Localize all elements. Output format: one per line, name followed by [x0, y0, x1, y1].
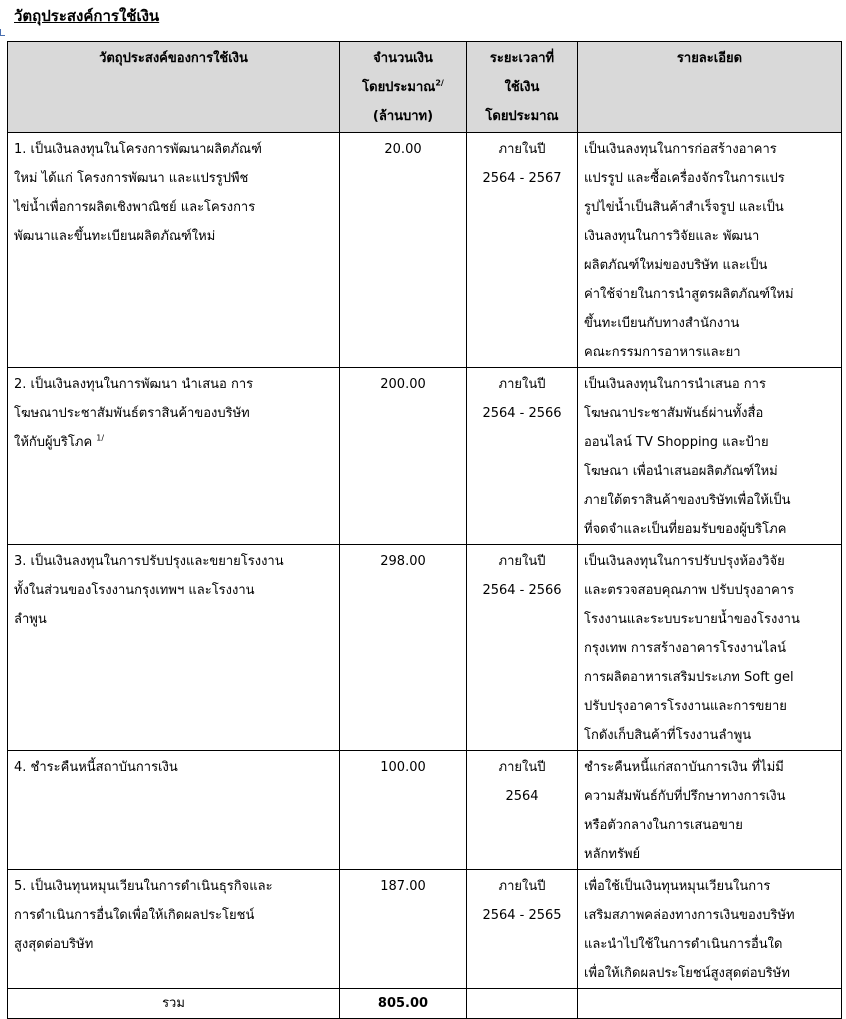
- header-period: ระยะเวลาที่ ใช้เงิน โดยประมาณ: [467, 42, 578, 133]
- amount-cell: 200.00: [340, 368, 467, 545]
- table-row: [8, 870, 842, 989]
- detail-line: แปรรูป และซื้อเครื่องจักรในการแปร: [584, 171, 785, 186]
- objective-cell: [8, 870, 340, 989]
- objective-line: ใหม่ ได้แก่ โครงการพัฒนา และแปรรูปพืช: [14, 171, 249, 186]
- detail-line: กรุงเทพ การสร้างอาคารโรงงานไลน์: [584, 641, 786, 656]
- detail-line: หลักทรัพย์: [584, 847, 641, 862]
- objective-line: 2. เป็นเงินลงทุนในการพัฒนา นำเสนอ การ: [14, 377, 254, 392]
- period-line: 2564 - 2566: [482, 583, 562, 598]
- objective-line: พัฒนาและขึ้นทะเบียนผลิตภัณฑ์ใหม่: [14, 229, 216, 244]
- period-cell: [467, 133, 578, 368]
- detail-line: โฆษณา เพื่อนำเสนอผลิตภัณฑ์ใหม่: [584, 464, 778, 479]
- detail-line: เงินลงทุนในการวิจัยและ พัฒนา: [584, 229, 760, 244]
- objective-cell: [8, 133, 340, 368]
- detail-line: ขึ้นทะเบียนกับทางสำนักงาน: [584, 316, 740, 331]
- period-line: ภายในปี: [498, 142, 546, 157]
- objective-line: การดำเนินการอื่นใดเพื่อให้เกิดผลประโยชน์: [14, 908, 255, 923]
- detail-line: เป็นเงินลงทุนในการปรับปรุงห้องวิจัย: [584, 554, 785, 569]
- detail-line: เป็นเงินลงทุนในการก่อสร้างอาคาร: [584, 142, 777, 157]
- objective-line: ไข่น้ำเพื่อการผลิตเชิงพาณิชย์ และโครงการ: [14, 200, 256, 215]
- detail-line: และนำไปใช้ในการดำเนินการอื่นใด: [584, 937, 783, 952]
- detail-line: ค่าใช้จ่ายในการนำสูตรผลิตภัณฑ์ใหม่: [584, 287, 794, 302]
- table-row: [8, 751, 842, 870]
- header-amount: จำนวนเงิน โดยประมาณ$^{2/}$ (ล้านบาท): [340, 42, 467, 133]
- detail-line: ปรับปรุงอาคารโรงงานและการขยาย: [584, 699, 787, 714]
- detail-line: หรือตัวกลางในการเสนอขาย: [584, 818, 743, 833]
- total-detail-empty: [578, 989, 842, 1019]
- margin-mark: [0, 29, 5, 36]
- detail-cell: [578, 545, 842, 751]
- total-period-empty: [467, 989, 578, 1019]
- detail-line: เพื่อให้เกิดผลประโยชน์สูงสุดต่อบริษัท: [584, 966, 790, 981]
- detail-line: เพื่อใช้เป็นเงินทุนหมุนเวียนในการ: [584, 879, 771, 894]
- period-line: 2564 - 2565: [482, 908, 562, 923]
- detail-cell: [578, 870, 842, 989]
- period-cell: [467, 751, 578, 870]
- detail-line: โกดังเก็บสินค้าที่โรงงานลำพูน: [584, 728, 752, 743]
- objective-cell: [8, 545, 340, 751]
- period-cell: [467, 545, 578, 751]
- fund-use-table: [7, 41, 842, 1019]
- amount-cell: 298.00: [340, 545, 467, 751]
- objective-line: 3. เป็นเงินลงทุนในการปรับปรุงและขยายโรงงาน: [14, 554, 284, 569]
- detail-cell: [578, 133, 842, 368]
- objective-line: โฆษณาประชาสัมพันธ์ตราสินค้าของบริษัท: [14, 406, 250, 421]
- objective-cell: [8, 751, 340, 870]
- detail-cell: [578, 751, 842, 870]
- table-row: [8, 545, 842, 751]
- detail-line: รูปไข่น้ำเป็นสินค้าสำเร็จรูป และเป็น: [584, 200, 784, 215]
- objective-line: 5. เป็นเงินทุนหมุนเวียนในการดำเนินธุรกิจและ: [14, 879, 273, 894]
- document-title: วัตถุประสงค์การใช้เงิน: [14, 7, 160, 25]
- detail-line: เสริมสภาพคล่องทางการเงินของบริษัท: [584, 908, 795, 923]
- objective-line: ทั้งในส่วนของโรงงานกรุงเทพฯ และโรงงาน: [14, 583, 255, 598]
- period-line: ภายในปี: [498, 760, 546, 775]
- detail-cell: [578, 368, 842, 545]
- period-cell: [467, 368, 578, 545]
- table-header-row: [8, 42, 842, 133]
- objective-line: ลำพูน: [14, 612, 47, 627]
- footnote-marker: 1/: [96, 433, 105, 443]
- objective-cell: [8, 368, 340, 545]
- total-label: รวม: [8, 989, 340, 1019]
- objective-line: 4. ชำระคืนหนี้สถาบันการเงิน: [14, 760, 178, 775]
- period-line: 2564: [505, 789, 539, 804]
- amount-cell: 20.00: [340, 133, 467, 368]
- objective-line: ให้กับผู้บริโภค $^{1/}$: [14, 433, 105, 450]
- objective-line: สูงสุดต่อบริษัท: [14, 937, 94, 952]
- total-row: [8, 989, 842, 1019]
- period-line: ภายในปี: [498, 879, 546, 894]
- detail-line: และตรวจสอบคุณภาพ ปรับปรุงอาคาร: [584, 583, 795, 598]
- table-row: [8, 368, 842, 545]
- header-detail: รายละเอียด: [578, 42, 842, 133]
- objective-line: 1. เป็นเงินลงทุนในโครงการพัฒนาผลิตภัณฑ์: [14, 142, 262, 157]
- detail-line: ความสัมพันธ์กับที่ปรึกษาทางการเงิน: [584, 789, 786, 804]
- detail-line: คณะกรรมการอาหารและยา: [584, 345, 741, 360]
- detail-line: เป็นเงินลงทุนในการนำเสนอ การ: [584, 377, 766, 392]
- detail-line: โฆษณาประชาสัมพันธ์ผ่านทั้งสื่อ: [584, 406, 764, 421]
- period-line: 2564 - 2567: [482, 171, 562, 186]
- header-objective: วัตถุประสงค์ของการใช้เงิน: [8, 42, 340, 133]
- detail-line: ออนไลน์ TV Shopping และป้าย: [584, 435, 769, 450]
- amount-cell: 187.00: [340, 870, 467, 989]
- period-line: ภายในปี: [498, 377, 546, 392]
- table-row: [8, 133, 842, 368]
- detail-line: ภายใต้ตราสินค้าของบริษัทเพื่อให้เป็น: [584, 493, 791, 508]
- footnote-marker: 2/: [435, 78, 444, 88]
- detail-line: ชำระคืนหนี้แก่สถาบันการเงิน ที่ไม่มี: [584, 760, 784, 775]
- period-line: 2564 - 2566: [482, 406, 562, 421]
- period-cell: [467, 870, 578, 989]
- detail-line: โรงงานและระบบระบายน้ำของโรงงาน: [584, 612, 800, 627]
- total-amount: 805.00: [340, 989, 467, 1019]
- detail-line: ที่จดจำและเป็นที่ยอมรับของผู้บริโภค: [584, 522, 787, 537]
- period-line: ภายในปี: [498, 554, 546, 569]
- detail-line: การผลิตอาหารเสริมประเภท Soft gel: [584, 670, 794, 685]
- amount-cell: 100.00: [340, 751, 467, 870]
- detail-line: ผลิตภัณฑ์ใหม่ของบริษัท และเป็น: [584, 258, 768, 273]
